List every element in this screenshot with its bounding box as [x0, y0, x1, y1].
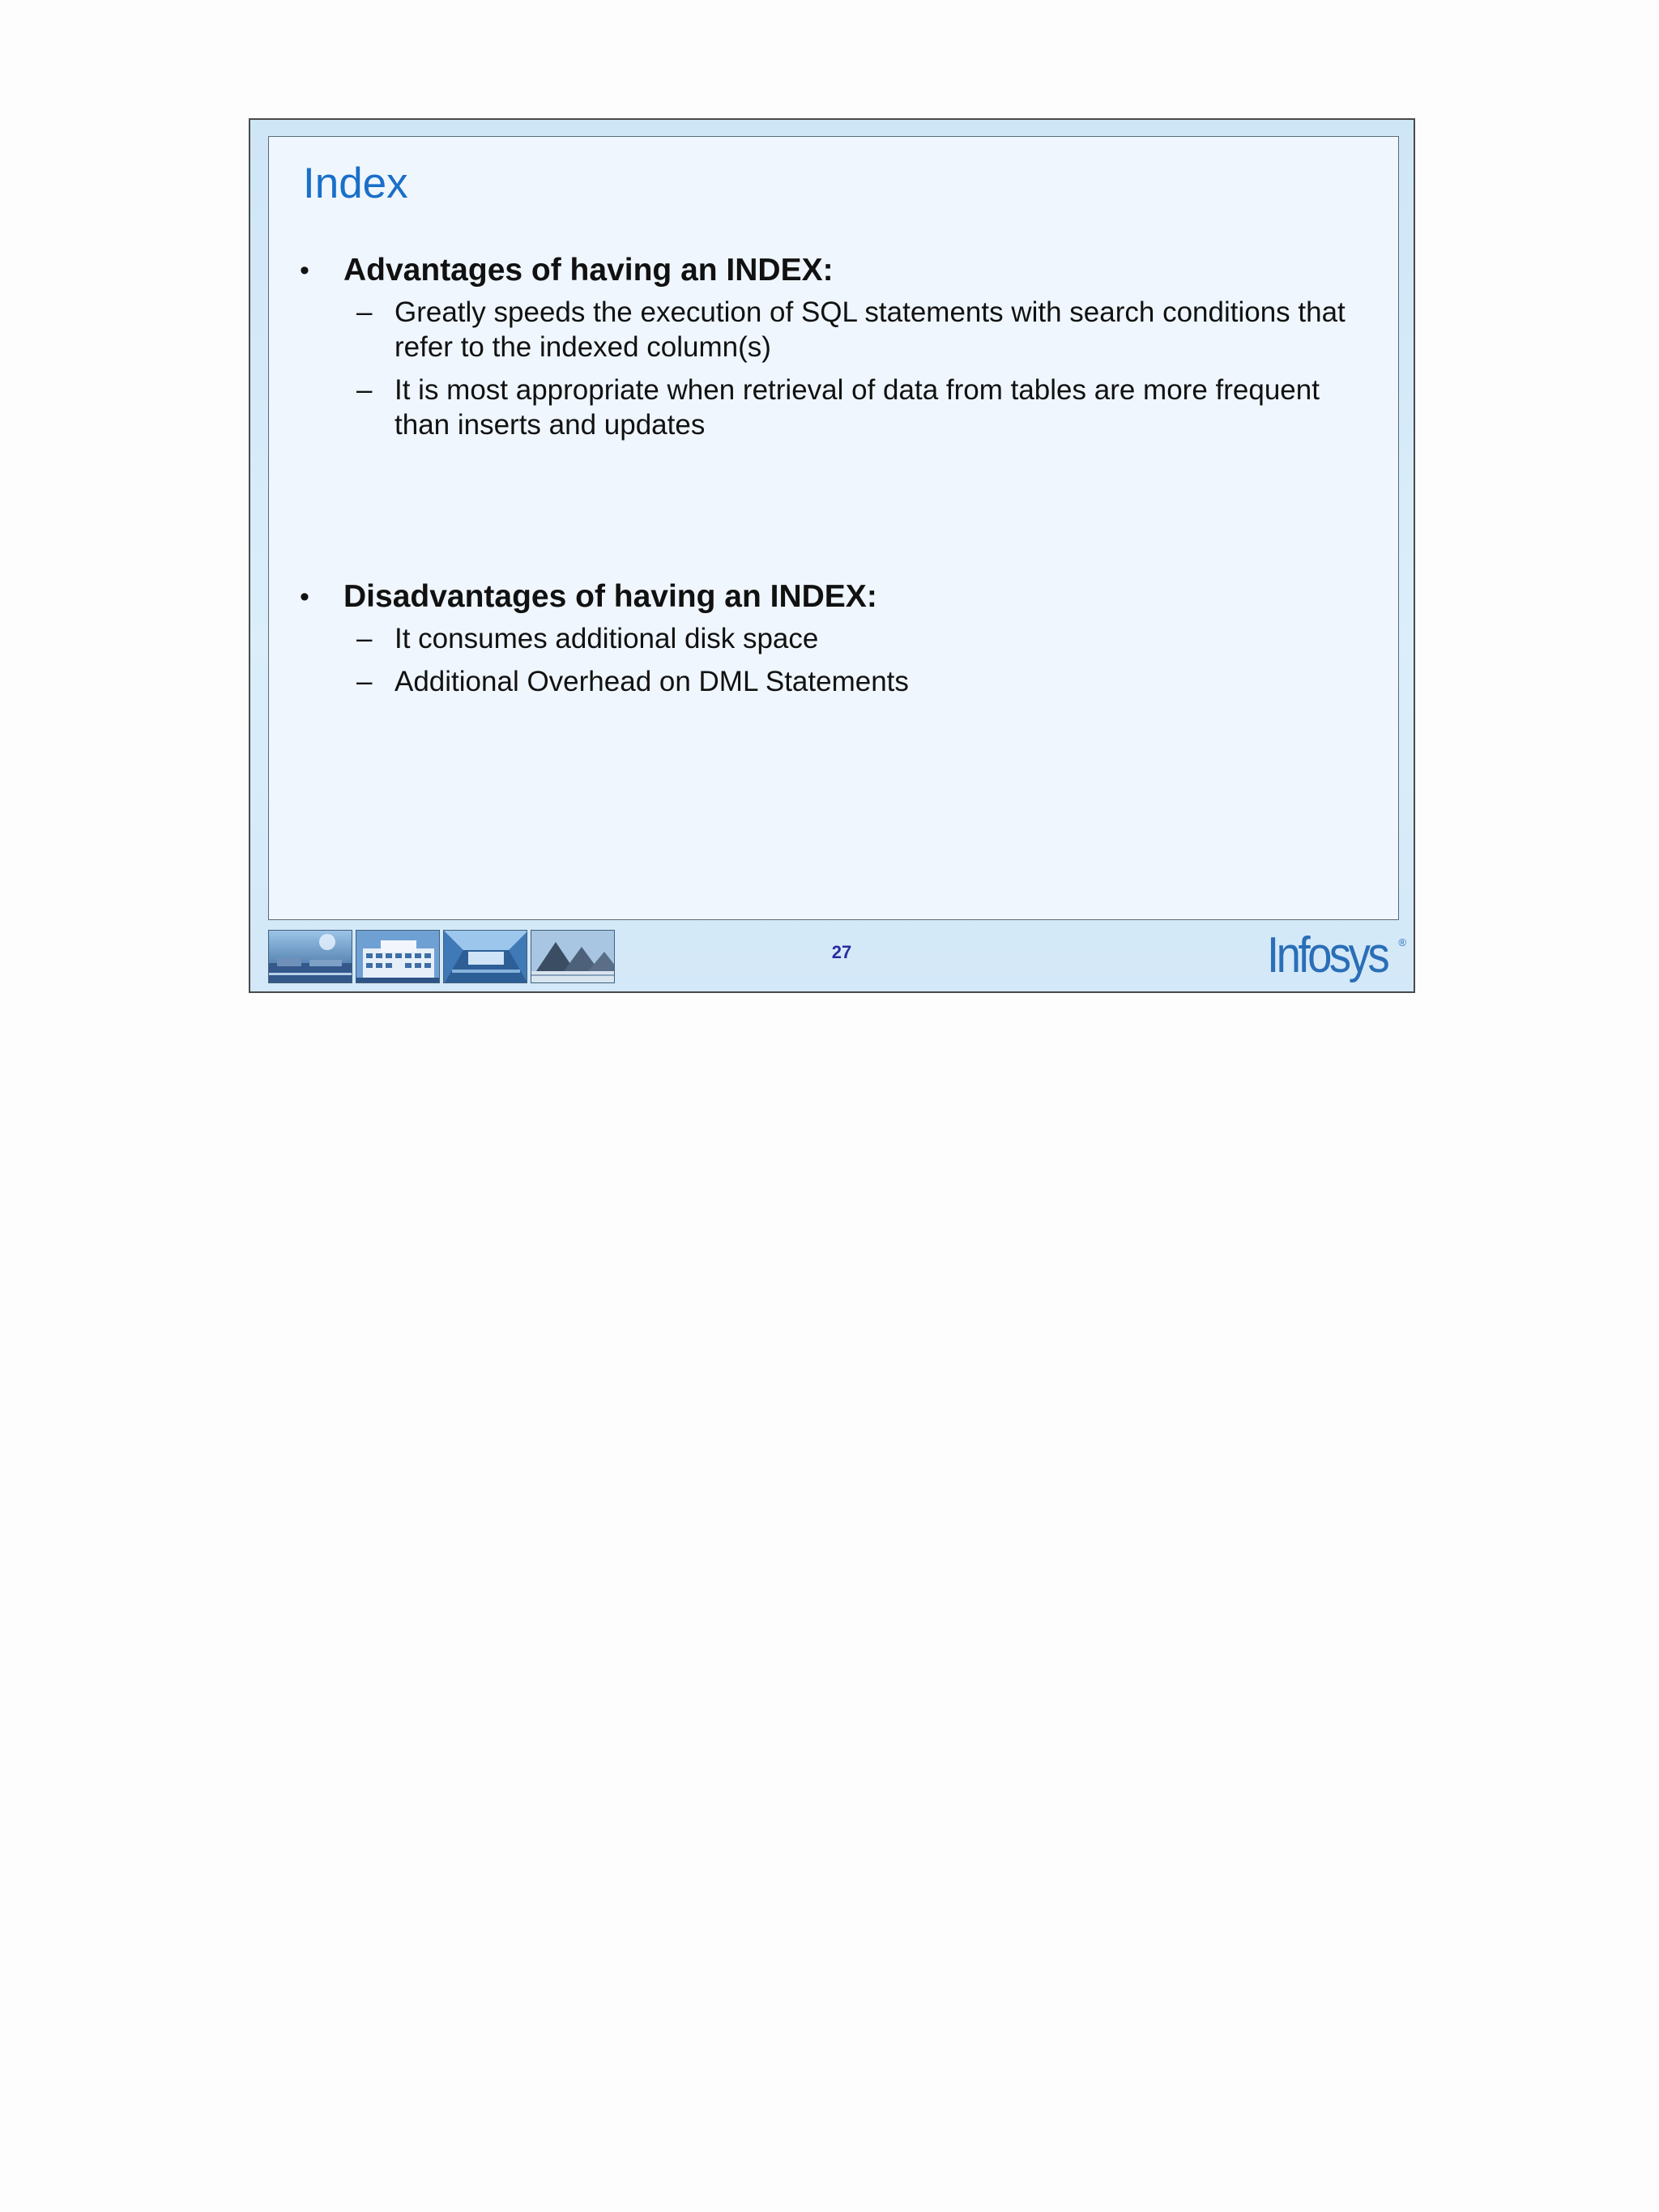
bullet-icon: •	[300, 582, 309, 612]
registered-mark-icon: ®	[1398, 936, 1407, 948]
interior-hall-photo	[443, 930, 527, 983]
pyramid-roof-photo	[531, 930, 615, 983]
list-item	[300, 621, 1350, 656]
footer-photo-strip	[268, 930, 615, 983]
slide-title: Index	[303, 160, 408, 207]
list-item-text: It consumes additional disk space	[394, 622, 819, 654]
dash-icon: –	[356, 296, 373, 328]
advantages-heading	[300, 252, 1369, 290]
disadvantages-heading	[300, 578, 1369, 616]
list-item-text: It is most appropriate when retrieval of data from tables are more frequent than inserts and updates	[394, 373, 1320, 441]
campus-building-photo	[356, 930, 440, 983]
advantages-section	[300, 252, 1369, 450]
dash-icon: –	[356, 622, 373, 654]
disadvantages-heading-text: Disadvantages of having an INDEX:	[343, 579, 877, 614]
infosys-logo	[1267, 925, 1407, 987]
content-panel	[268, 136, 1399, 920]
list-item	[300, 664, 1350, 699]
logo-text: Infosys	[1267, 927, 1388, 983]
list-item	[300, 373, 1350, 442]
disadvantages-section	[300, 578, 1369, 707]
page-number: 27	[831, 942, 852, 962]
advantages-list	[300, 295, 1369, 442]
advantages-heading-text: Advantages of having an INDEX:	[343, 253, 834, 288]
list-item-text: Greatly speeds the execution of SQL statements with search conditions that refer to the indexed column(s)	[394, 296, 1346, 363]
campus-road-photo	[268, 930, 352, 983]
dash-icon: –	[356, 665, 373, 697]
list-item-text: Additional Overhead on DML Statements	[394, 665, 909, 697]
disadvantages-list	[300, 621, 1369, 699]
dash-icon: –	[356, 373, 373, 406]
slide	[249, 118, 1415, 993]
bullet-icon: •	[300, 255, 309, 286]
list-item	[300, 295, 1350, 364]
